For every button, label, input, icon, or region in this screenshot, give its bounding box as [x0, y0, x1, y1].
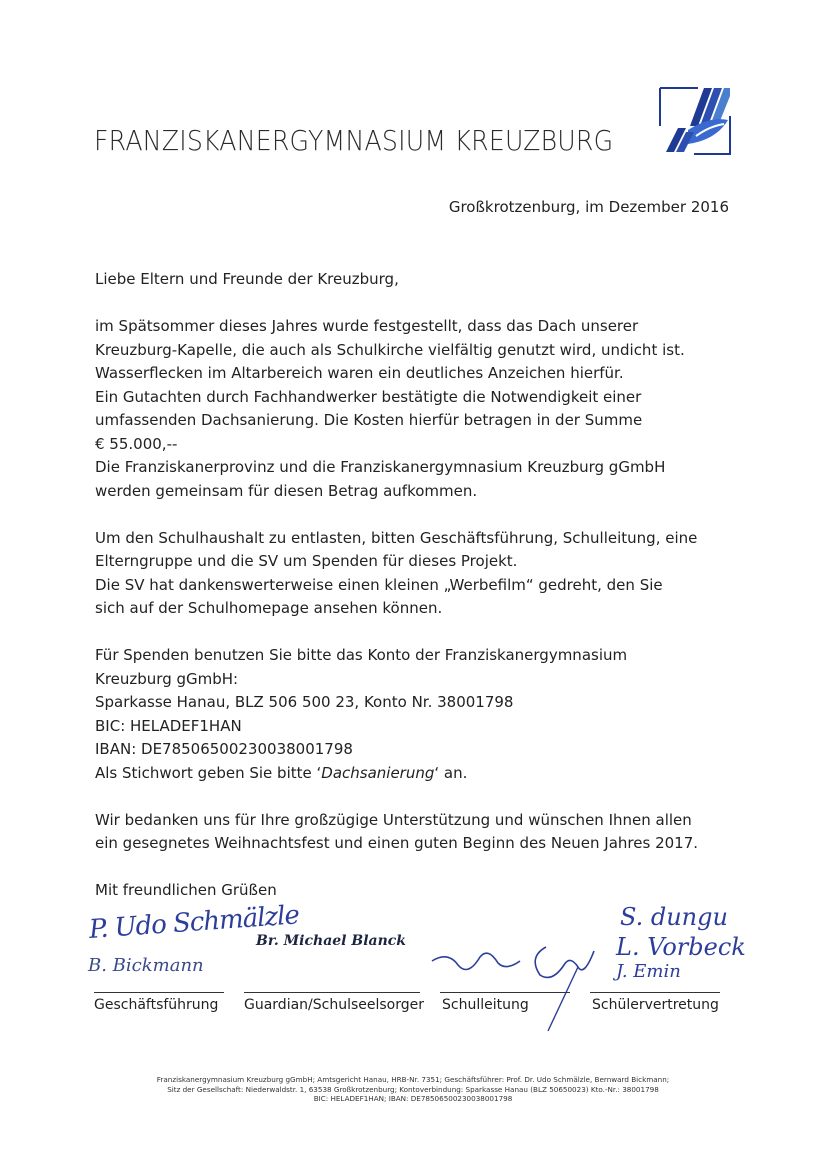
letter-body	[95, 268, 745, 903]
keyword-prefix: Als Stichwort geben Sie bitte ‘	[95, 763, 322, 782]
keyword-line	[95, 762, 745, 786]
paragraph-line: Kreuzburg gGmbH:	[95, 669, 239, 688]
bic-line: BIC: HELADEF1HAN	[95, 716, 242, 735]
paragraph-line: Wir bedanken uns für Ihre großzügige Unterstützung und wünschen Ihnen allen	[95, 810, 692, 829]
keyword-suffix: ‘ an.	[434, 763, 468, 782]
paragraph-line: Ein Gutachten durch Fachhandwerker bestätigte die Notwendigkeit einer	[95, 387, 642, 406]
closing: Mit freundlichen Grüßen	[95, 881, 277, 899]
signature-schulleitung-scribble	[428, 927, 608, 1037]
label-guardian: Guardian/Schulseelsorger	[244, 997, 425, 1013]
signature-geschaeftsfuehrung: P. Udo Schmälzle	[88, 900, 300, 945]
signature-line	[440, 992, 570, 993]
salutation: Liebe Eltern und Freunde der Kreuzburg,	[95, 270, 399, 288]
paragraph-line: Elterngruppe und die SV um Spenden für dieses Projekt.	[95, 552, 518, 570]
signature-line	[94, 992, 224, 993]
footer-line: BIC: HELADEF1HAN; IBAN: DE78506500230038001798	[313, 1094, 513, 1103]
iban-line: IBAN: DE78506500230038001798	[95, 740, 353, 758]
signature-line	[244, 992, 420, 993]
school-name: FRANZISKANERGYMNASIUM KREUZBURG	[94, 124, 614, 157]
keyword: Dachsanierung	[321, 763, 435, 782]
paragraph-line: Die SV hat dankenswerterweise einen kleinen „Werbefilm“ gedreht, den Sie	[95, 575, 663, 594]
signature-line	[590, 992, 720, 993]
bank-line: Sparkasse Hanau, BLZ 506 500 23, Konto Nr. 38001798	[95, 693, 514, 711]
signature-sv-3: J. Emin	[616, 961, 681, 982]
signature-area	[0, 900, 826, 1025]
paragraph-line: umfassenden Dachsanierung. Die Kosten hierfür betragen in der Summe	[95, 411, 643, 429]
paragraph-line: Für Spenden benutzen Sie bitte das Konto der Franziskanergymnasium	[95, 646, 628, 664]
label-geschaeftsfuehrung: Geschäftsführung	[94, 997, 219, 1013]
signature-geschaeftsfuehrung-2: B. Bickmann	[88, 955, 204, 976]
paragraph-line: sich auf der Schulhomepage ansehen können.	[95, 599, 443, 617]
label-schulleitung: Schulleitung	[442, 997, 529, 1013]
paragraph-line: Um den Schulhaushalt zu entlasten, bitten Geschäftsführung, Schulleitung, eine	[95, 528, 698, 547]
label-schuelervertretung: Schülervertretung	[592, 997, 719, 1013]
amount: € 55.000,--	[95, 434, 178, 453]
paragraph-line: ein gesegnetes Weihnachtsfest und einen guten Beginn des Neuen Jahres 2017.	[95, 834, 699, 852]
footer-line: Franziskanergymnasium Kreuzburg gGmbH; Amtsgericht Hanau, HRB-Nr. 7351; Geschäftsführer: Prof. Dr. Udo Schmälzle, Bernward Bickmann;	[156, 1075, 670, 1084]
paragraph-line: Kreuzburg-Kapelle, die auch als Schulkirche vielfältig genutzt wird, undicht ist.	[95, 340, 685, 359]
school-logo-icon	[658, 86, 732, 156]
signature-sv-2: L. Vorbeck	[616, 933, 746, 961]
date-line: Großkrotzenburg, im Dezember 2016	[448, 198, 729, 216]
paragraph-line: im Spätsommer dieses Jahres wurde festgestellt, dass das Dach unserer	[95, 317, 639, 335]
footer-line: Sitz der Gesellschaft: Niederwaldstr. 1, 63538 Großkrotzenburg; Kontoverbindung: Sparkasse Hanau (BLZ 50650023) Kto.-Nr.: 38001798	[167, 1084, 659, 1094]
paragraph-line: Die Franziskanerprovinz und die Franziskanergymnasium Kreuzburg gGmbH	[95, 458, 666, 476]
paragraph-line: werden gemeinsam für diesen Betrag aufkommen.	[95, 481, 478, 500]
signature-guardian: Br. Michael Blanck	[256, 933, 406, 949]
paragraph-line: Wasserflecken im Altarbereich waren ein deutliches Anzeichen hierfür.	[95, 364, 624, 382]
signature-sv-1: S. dungu	[620, 903, 728, 931]
footer	[0, 1075, 826, 1104]
